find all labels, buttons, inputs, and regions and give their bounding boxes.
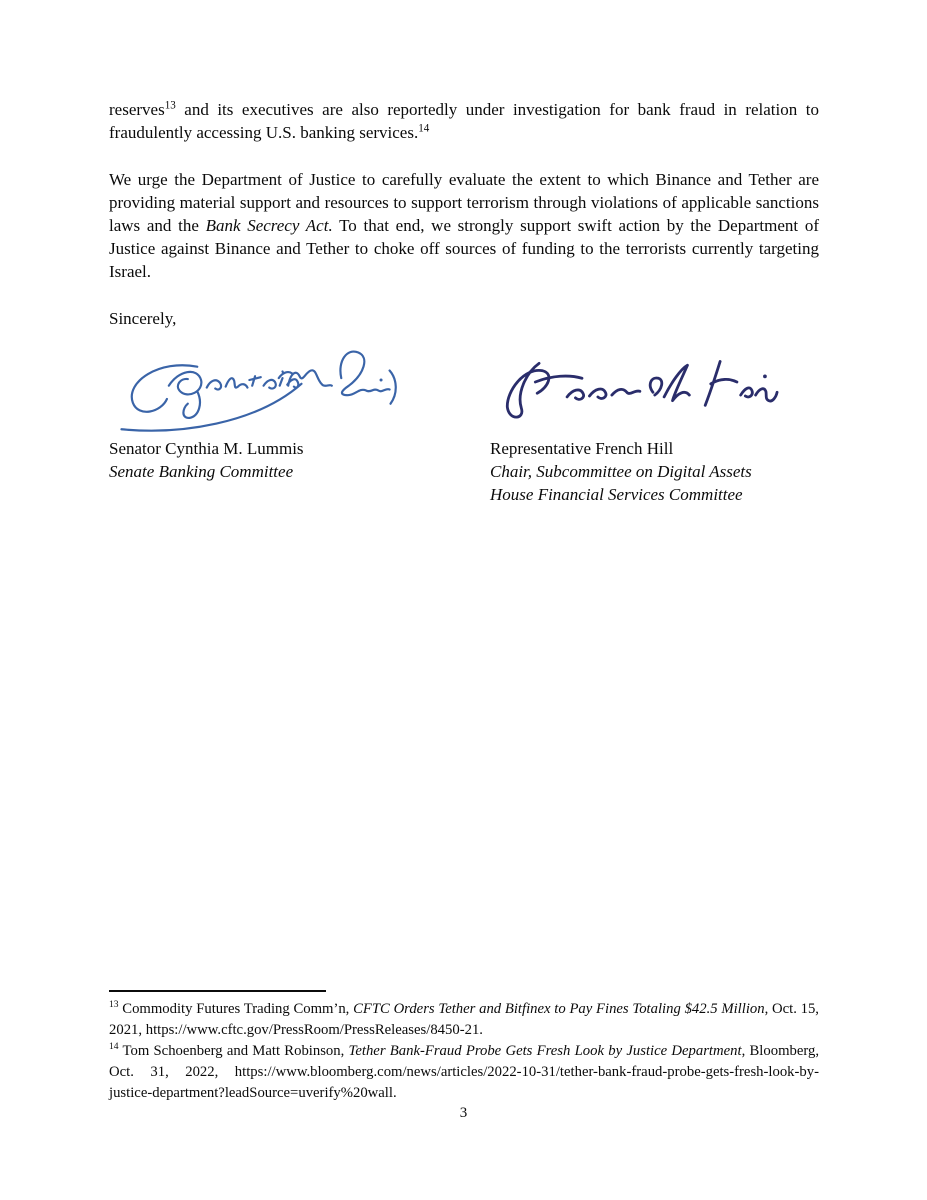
signer-name-hill: Representative French Hill (490, 439, 674, 458)
signature-block-hill (490, 344, 819, 424)
signature-block-lummis (109, 344, 490, 434)
signer-title-hill-2: House Financial Services Committee (490, 485, 743, 504)
signer-title-hill-1: Chair, Subcommittee on Digital Assets (490, 462, 752, 481)
footnotes-section (109, 990, 819, 1104)
paragraph-investigation: reserves$^{13}$ and its executives are also reportedly under investigation for bank fraud in relation to fraudulently accessing U.S. banking services.$^{14}$ (109, 99, 819, 142)
paragraph-doj-urge: We urge the Department of Justice to carefully evaluate the extent to which Binance and Tether are providing material support and resources to support terrorism through violations of applicable sanctions laws and the Bank Secrecy Act. To that end, we strongly support swift action by the Department of Justice against Binance and Tether to choke off sources of funding to the terrorists currently targeting Israel. (109, 170, 819, 281)
footnote-13: $^{13}$ Commodity Futures Trading Comm’n, CFTC Orders Tether and Bitfinex to Pay Fines Totaling $42.5 Million, Oct. 15, 2021, https://www.cftc.gov/PressRoom/PressReleases/8450-21. (109, 999, 819, 1038)
signer-title-lummis: Senate Banking Committee (109, 462, 294, 481)
signer-names-row (109, 437, 819, 506)
signature-row (109, 344, 819, 434)
signer-name-lummis: Senator Cynthia M. Lummis (109, 439, 304, 458)
closing-salutation: Sincerely, (109, 309, 177, 328)
footnote-separator (109, 990, 326, 992)
page-number: 3 (459, 1105, 468, 1121)
signer-lummis (109, 437, 490, 506)
footnote-14: $^{14}$ Tom Schoenberg and Matt Robinson, Tether Bank-Fraud Probe Gets Fresh Look by Justice Department, Bloomberg, Oct. 31, 2022, https://www.bloomberg.com/news/articles/2022-10-31/tether-bank-fraud-probe-gets-fresh-look-by-justice-department?leadSource=uverify%20wall. (109, 1041, 820, 1101)
french-hill-signature-icon (490, 354, 786, 424)
cynthia-lummis-signature-icon (109, 344, 403, 434)
letter-body (109, 98, 819, 506)
signer-hill (490, 437, 819, 506)
